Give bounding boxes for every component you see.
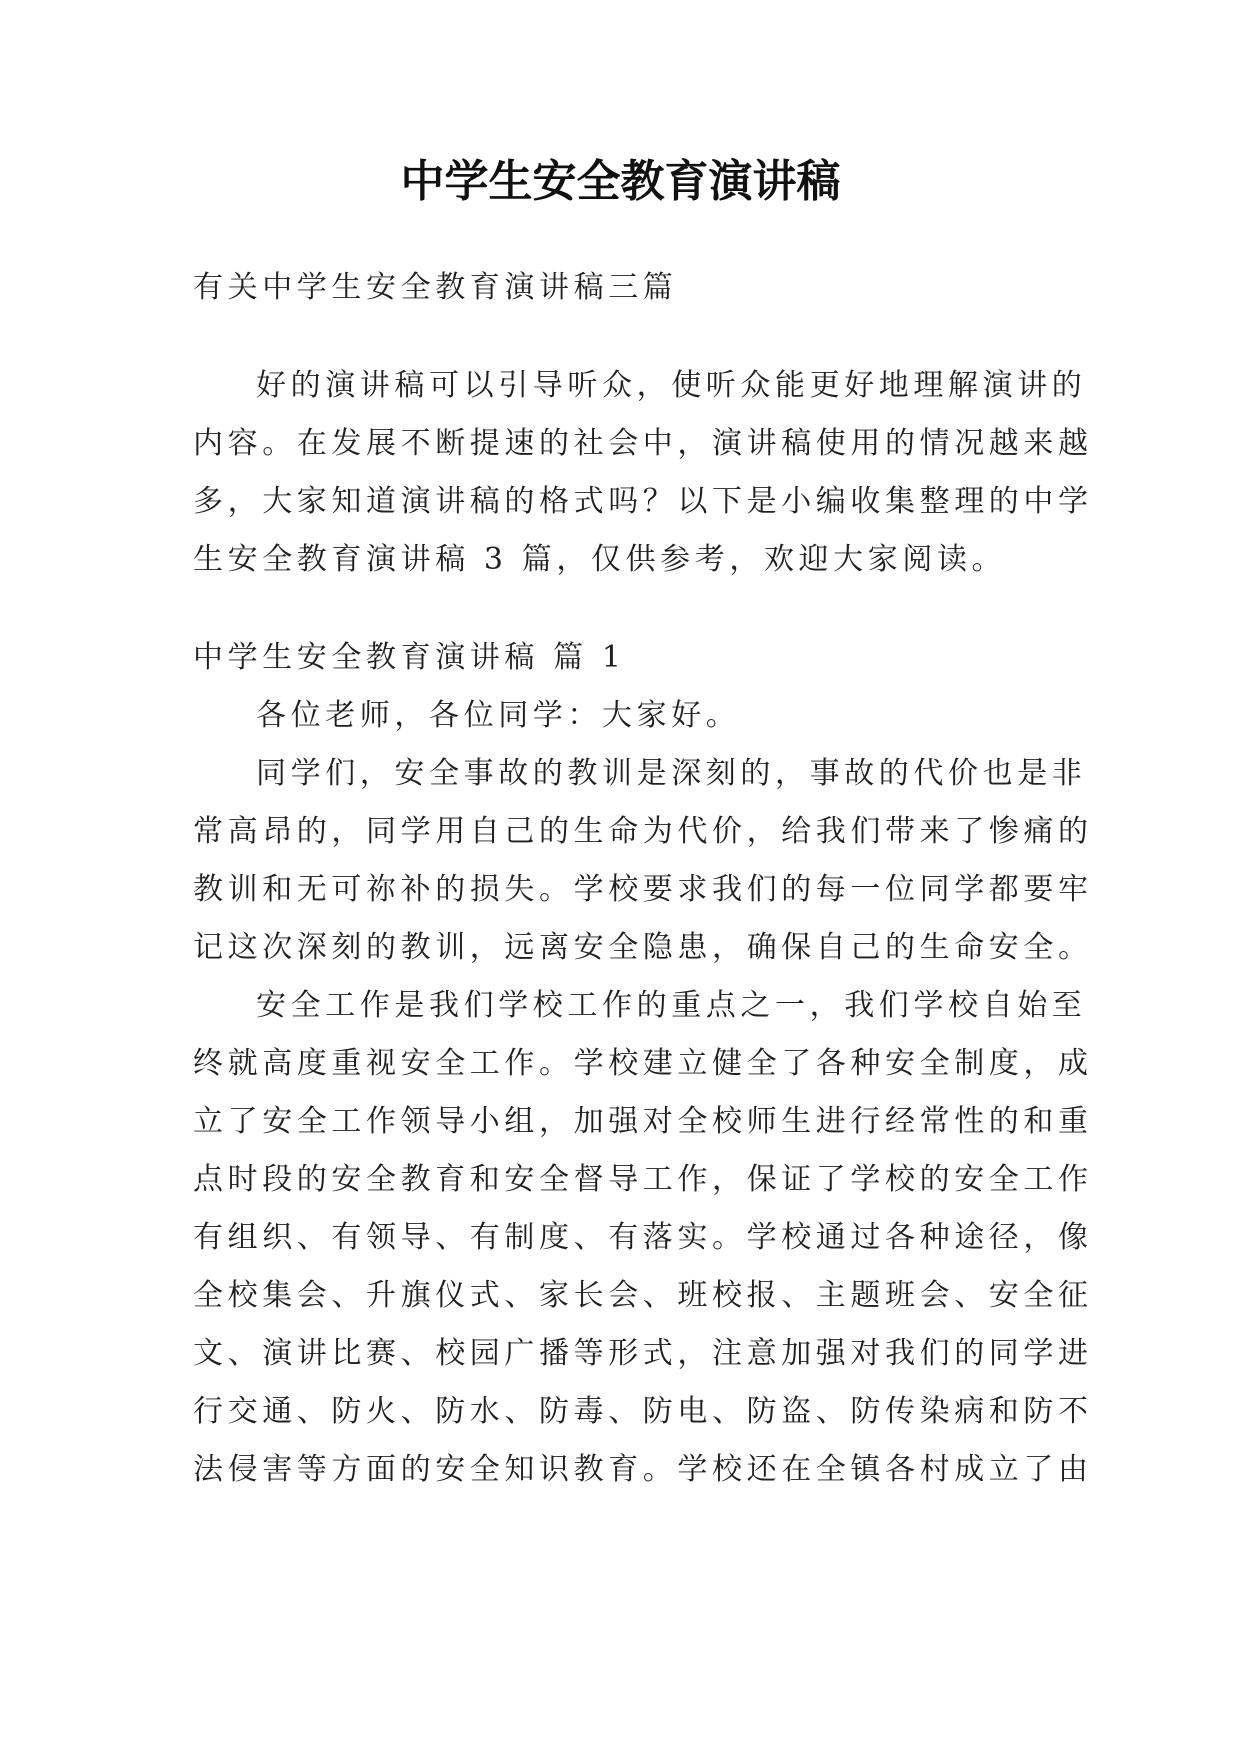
paragraph-line: 点时段的安全教育和安全督导工作，保证了学校的安全工作 — [193, 1162, 1093, 1197]
paragraph-line: 同学们，安全事故的教训是深刻的，事故的代价也是非 — [256, 756, 1087, 791]
document-subtitle: 有关中学生安全教育演讲稿三篇 — [193, 270, 678, 305]
paragraph-line: 法侵害等方面的安全知识教育。学校还在全镇各村成立了由 — [193, 1452, 1093, 1487]
paragraph-line: 教训和无可祢补的损失。学校要求我们的每一位同学都要牢 — [193, 872, 1093, 907]
intro-line: 多，大家知道演讲稿的格式吗？以下是小编收集整理的中学 — [193, 484, 1093, 519]
paragraph-line: 终就高度重视安全工作。学校建立健全了各种安全制度，成 — [193, 1046, 1093, 1081]
greeting-line: 各位老师，各位同学：大家好。 — [256, 698, 741, 733]
paragraph-line: 全校集会、升旗仪式、家长会、班校报、主题班会、安全征 — [193, 1278, 1093, 1313]
intro-line: 内容。在发展不断提速的社会中，演讲稿使用的情况越来越 — [193, 426, 1093, 461]
paragraph-line: 常高昂的，同学用自己的生命为代价，给我们带来了惨痛的 — [193, 814, 1093, 849]
paragraph-line: 记这次深刻的教训，远离安全隐患，确保自己的生命安全。 — [193, 930, 1093, 965]
paragraph-line: 行交通、防火、防水、防毒、防电、防盗、防传染病和防不 — [193, 1394, 1093, 1429]
paragraph-line: 安全工作是我们学校工作的重点之一，我们学校自始至 — [256, 988, 1087, 1023]
paragraph-line: 文、演讲比赛、校园广播等形式，注意加强对我们的同学进 — [193, 1336, 1093, 1371]
section-heading: 中学生安全教育演讲稿 篇 1 — [193, 640, 626, 675]
intro-line: 好的演讲稿可以引导听众，使听众能更好地理解演讲的 — [256, 368, 1087, 403]
document-title: 中学生安全教育演讲稿 — [400, 156, 841, 207]
paragraph-line: 立了安全工作领导小组，加强对全校师生进行经常性的和重 — [193, 1104, 1093, 1139]
paragraph-line: 有组织、有领导、有制度、有落实。学校通过各种途径，像 — [193, 1220, 1093, 1255]
intro-line: 生安全教育演讲稿 3 篇，仅供参考，欢迎大家阅读。 — [193, 542, 1007, 577]
